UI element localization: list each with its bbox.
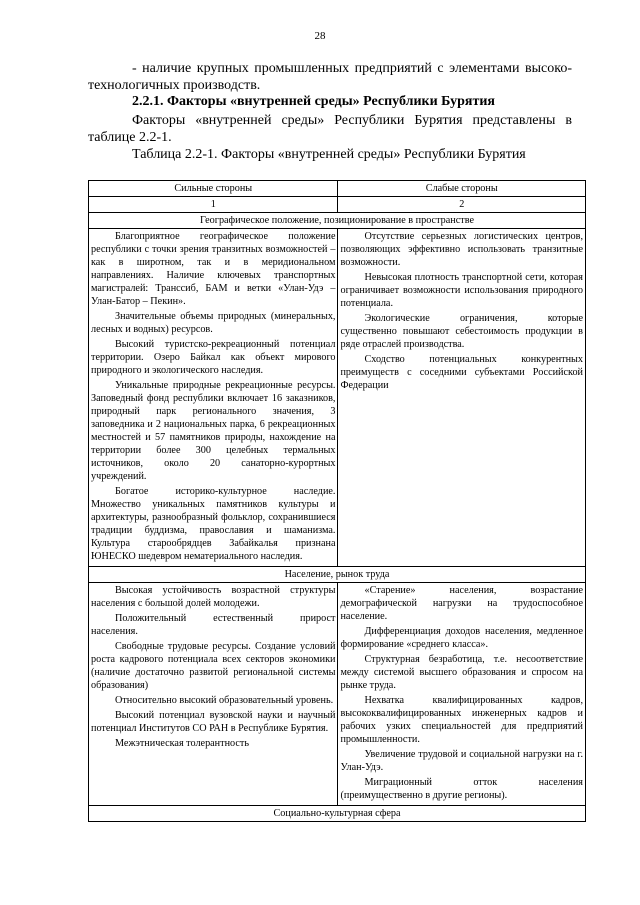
geography-strengths-cell [89, 229, 338, 567]
population-strengths-cell [89, 583, 338, 806]
table-caption: Таблица 2.2-1. Факторы «внутренней среды» Республики Бурятия [132, 147, 526, 162]
strength-item: Благоприятное географическое положение республики с точки зрения транзитных возможностей – как в широтном, так и в меридиональном направлениях. Наличие ключевых транспортных магистралей: Транссиб, БАМ и ветки «Улан-Удэ – Улан-Батор – Пекин». [91, 231, 336, 307]
strength-item: Значительные объемы природных (минеральных, лесных и водных) ресурсов. [91, 311, 336, 335]
weakness-item: Миграционный отток населения (преимущественно в другие регионы). [340, 777, 583, 801]
col-header-weaknesses: Слабые стороны [338, 181, 586, 197]
strength-item: Положительный естественный прирост населения. [91, 613, 336, 637]
strength-item: Свободные трудовые ресурсы. Создание условий роста кадрового потенциала всех секторов экономики (наличие достаточно развитой региональной системы образования) [91, 641, 336, 691]
table-row [89, 229, 586, 567]
section-title-row [89, 213, 586, 229]
section-title-population: Население, рынок труда [89, 567, 586, 583]
section-heading: 2.2.1. Факторы «внутренней среды» Республики Бурятия [132, 94, 495, 109]
table-header-row [89, 181, 586, 197]
strength-item: Относительно высокий образовательный уровень. [115, 695, 334, 706]
strength-item: Высокий туристско-рекреационный потенциал территории. Озеро Байкал как объект мирового природного и экологического наследия. [91, 339, 336, 376]
strength-item: Уникальные природные рекреационные ресурсы. Заповедный фонд республики включает 16 заказников, природный парк регионального значения, 3 заповедника и 2 национальных парка, 6 рекреационных местностей и 57 памятников природы, нахождение на территории более 300 целебных термальных источников, около 20 санаторно-курортных учреждений. [91, 380, 336, 482]
col-header-strengths: Сильные стороны [89, 181, 338, 197]
section-title-row [89, 567, 586, 583]
col-number-2: 2 [338, 197, 586, 213]
intro-paragraph: - наличие крупных промышленных предприятий с элементами высоко-технологичных производств. [88, 61, 572, 93]
body-paragraph: Факторы «внутренней среды» Республики Бурятия представлены в таблице 2.2-1. [88, 113, 572, 145]
strength-item: Высокая устойчивость возрастной структуры населения с большой долей молодежи. [91, 585, 336, 609]
weakness-item: Экологические ограничения, которые существенно повышают себестоимость продукции в ряде отраслей производства. [340, 313, 583, 350]
strength-item: Высокий потенциал вузовской науки и научный потенциал Институтов СО РАН в Республике Бурятия. [91, 710, 336, 734]
weakness-item: Увеличение трудовой и социальной нагрузки на г. Улан-Удэ. [340, 749, 583, 773]
weakness-item: Невысокая плотность транспортной сети, которая ограничивает возможности использования природного потенциала. [340, 272, 583, 309]
weakness-item: Структурная безработица, т.е. несоответствие между системой высшего образования и спросом на рынке труда. [340, 654, 583, 691]
weakness-item: «Старение» населения, возрастание демографической нагрузки на трудоспособное население. [340, 585, 583, 622]
strength-item: Межэтническая толерантность [115, 738, 250, 749]
table-row [89, 583, 586, 806]
strength-item: Богатое историко-культурное наследие. Множество уникальных памятников культуры и архитектуры, разнообразный фольклор, сохранившиеся традиции буддизма, православия и шаманизма. Культура старообрядцев Забайкалья признана ЮНЕСКО шедевром нематериального наследия. [91, 486, 336, 562]
weakness-item: Дифференциация доходов населения, медленное формирование «среднего класса». [340, 626, 583, 650]
weakness-item: Нехватка квалифицированных кадров, высококвалифицированных инженерных кадров и рабочих узких специальностей для предприятий промышленности. [340, 695, 583, 745]
col-number-1: 1 [89, 197, 338, 213]
section-title-geography: Географическое положение, позиционирование в пространстве [89, 213, 586, 229]
factors-table [88, 180, 586, 822]
table-number-row [89, 197, 586, 213]
weakness-item: Отсутствие серьезных логистических центров, позволяющих эффективно использовать транзитные возможности. [340, 231, 583, 268]
weakness-item: Сходство потенциальных конкурентных преимуществ с соседними субъектами Российской Федерации [340, 354, 583, 391]
section-title-social: Социально-культурная сфера [89, 806, 586, 822]
page-number: 28 [314, 30, 326, 42]
geography-weaknesses-cell [338, 229, 586, 567]
population-weaknesses-cell [338, 583, 586, 806]
section-title-row [89, 806, 586, 822]
